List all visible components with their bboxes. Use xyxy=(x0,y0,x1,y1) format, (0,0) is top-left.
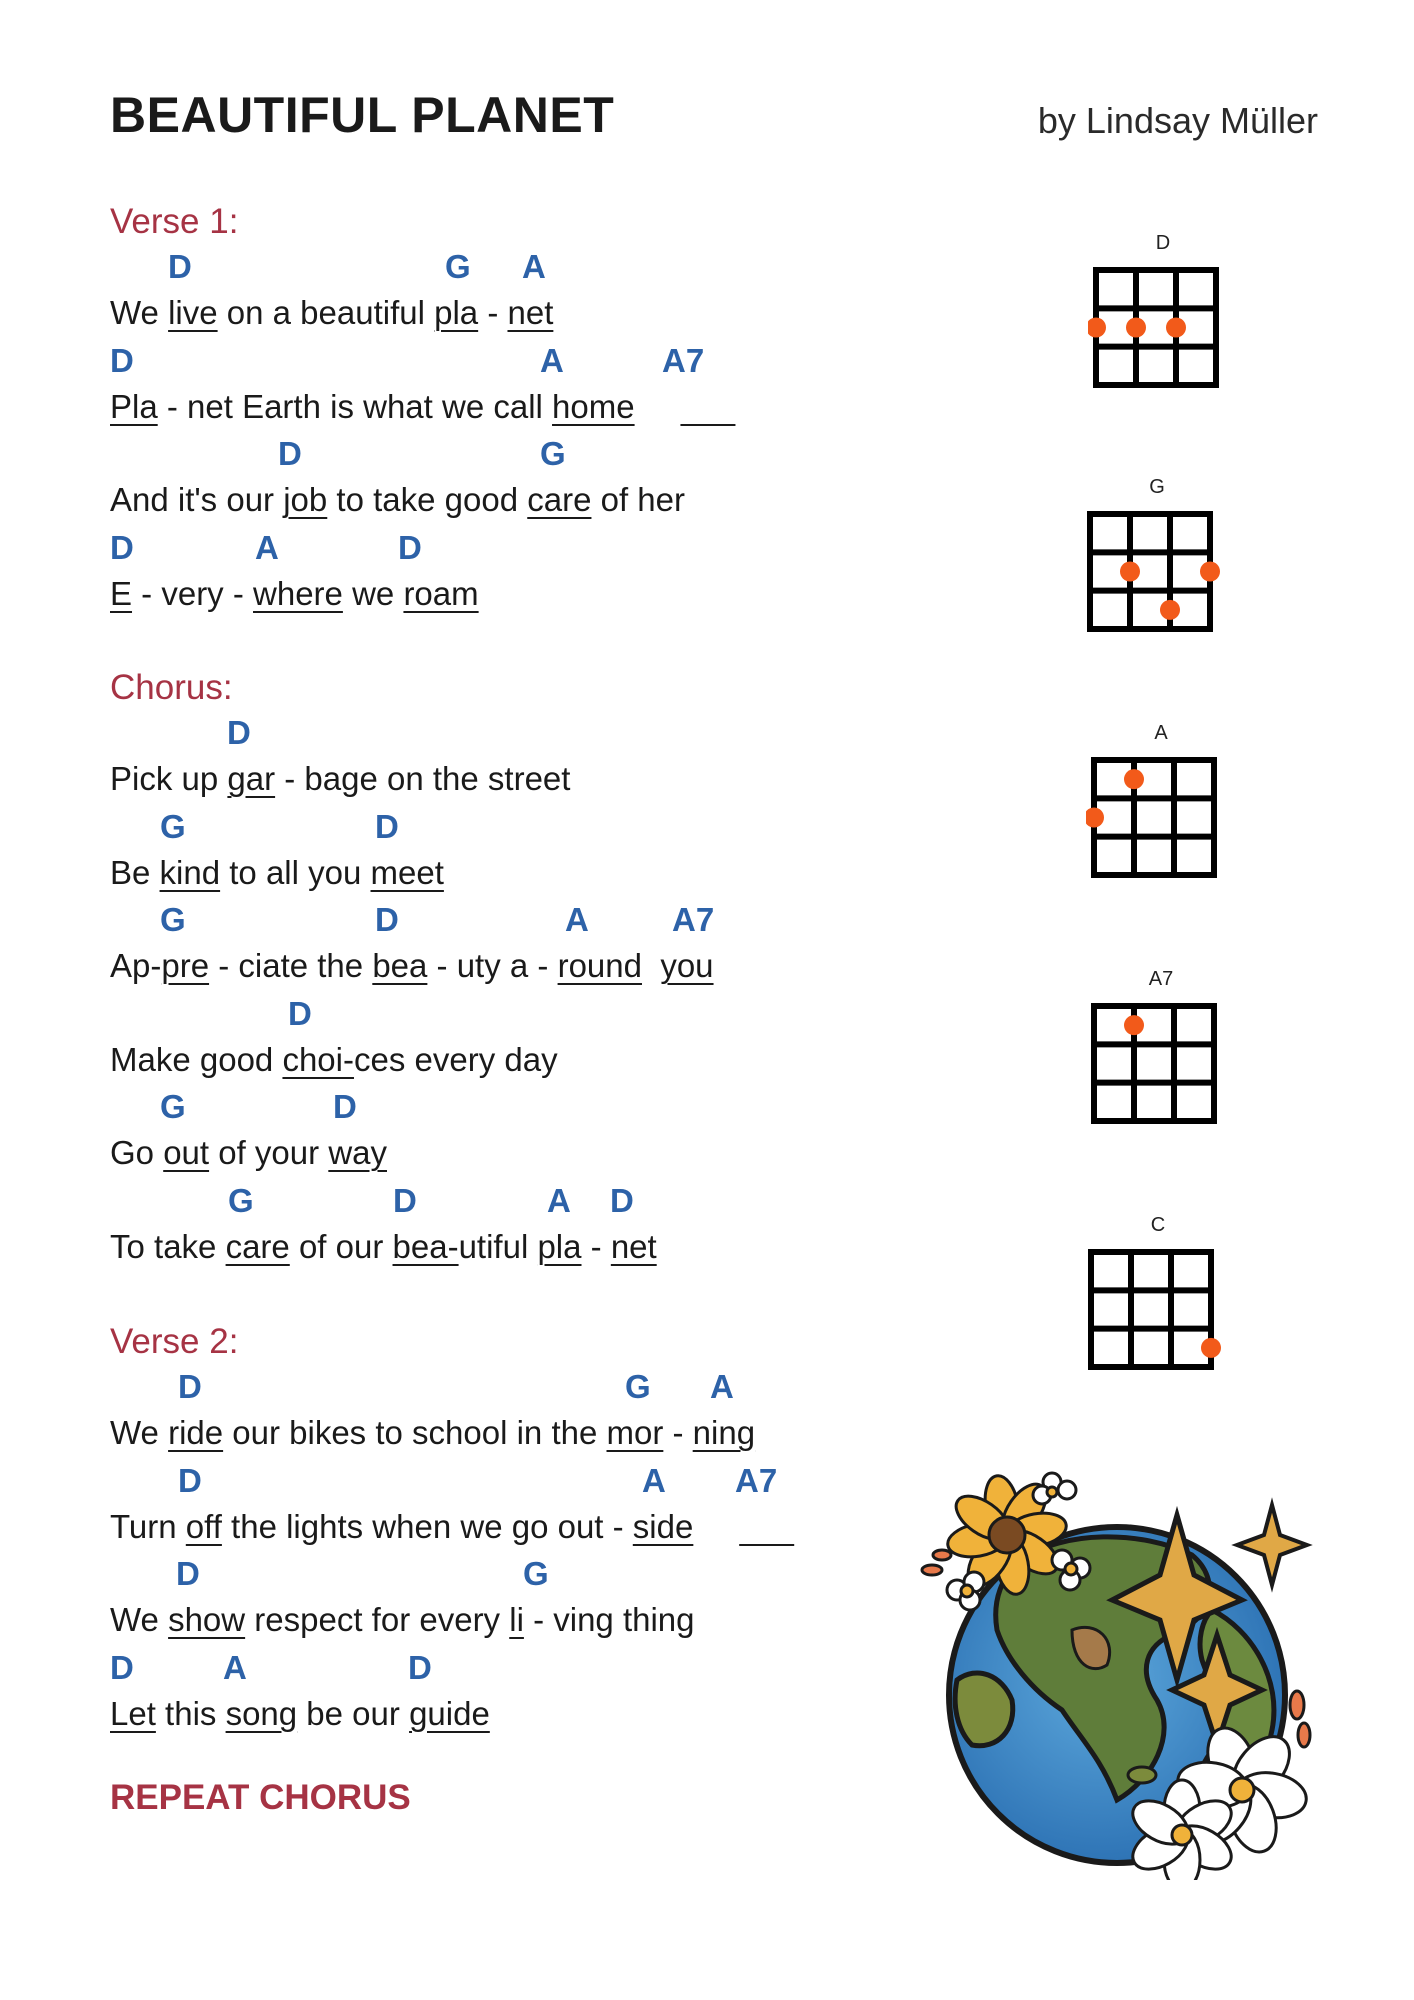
lyric-line xyxy=(110,1695,490,1733)
chord-label: A xyxy=(710,1368,734,1405)
lyric-text: of our xyxy=(289,1227,393,1265)
chord-label: D xyxy=(333,1088,357,1125)
stressed-syllable: you xyxy=(660,947,714,984)
fretboard xyxy=(1086,750,1236,885)
stressed-syllable: where xyxy=(253,574,343,612)
lyric-text: - net Earth is what we call xyxy=(157,387,553,425)
lyric-text: utiful xyxy=(458,1227,538,1265)
stressed-syllable: bea xyxy=(372,947,428,984)
chord-label: D xyxy=(398,528,422,566)
stressed-syllable: mor xyxy=(606,1414,664,1451)
lyric-text: To take xyxy=(110,1227,226,1265)
chord-label: D xyxy=(227,714,251,751)
finger-dot xyxy=(1124,769,1144,789)
chord-diagram xyxy=(1086,968,1236,1128)
lyric-line xyxy=(110,760,570,798)
lyric-text xyxy=(642,947,660,984)
finger-dot xyxy=(1200,562,1220,582)
stressed-syllable: side xyxy=(632,1507,694,1545)
lyric-text: Turn xyxy=(110,1507,186,1545)
finger-dot xyxy=(1160,600,1180,620)
chord-label: A7 xyxy=(672,901,715,938)
lyric-text: our bikes to school in the xyxy=(223,1414,607,1451)
lyric-line xyxy=(110,1041,558,1079)
stressed-syllable: pla xyxy=(434,294,479,331)
stressed-syllable: home xyxy=(552,387,635,425)
stressed-syllable: meet xyxy=(370,853,444,891)
stressed-syllable: net xyxy=(610,1227,657,1265)
song-author: by Lindsay Müller xyxy=(1037,100,1318,141)
stressed-syllable: guide xyxy=(409,1694,490,1732)
chord-label: A xyxy=(642,1461,666,1499)
chord-label: G xyxy=(445,248,471,285)
lyric-text xyxy=(635,388,681,425)
lyric-line xyxy=(110,294,553,332)
stressed-syllable: song xyxy=(225,1694,298,1732)
chord-label: D xyxy=(278,435,302,472)
chord-label: A7 xyxy=(735,1461,778,1499)
stressed-syllable: bea- xyxy=(392,1227,459,1265)
chord-label: A xyxy=(223,1648,247,1686)
chord-label: G xyxy=(160,807,186,845)
lyric-text: Go xyxy=(110,1134,164,1171)
blank-line xyxy=(739,1508,794,1545)
lyric-text: this xyxy=(155,1694,226,1732)
finger-dot xyxy=(1126,318,1146,338)
chord-label: G xyxy=(523,1555,549,1592)
stressed-syllable: choi- xyxy=(282,1040,354,1078)
chord-label: A xyxy=(255,528,279,566)
lyric-text: be our xyxy=(297,1694,410,1732)
chord-label: G xyxy=(625,1368,651,1405)
stressed-syllable: show xyxy=(168,1601,246,1638)
chord-diagram-name: D xyxy=(1155,232,1171,254)
fretboard xyxy=(1083,1242,1233,1377)
chord-label: G xyxy=(540,435,566,472)
lyric-text: - ving thing xyxy=(523,1601,695,1638)
lyric-text: We xyxy=(110,1414,169,1451)
stressed-syllable: roam xyxy=(403,574,479,612)
chord-label: D xyxy=(375,901,399,938)
lyric-text: to all you xyxy=(220,853,371,891)
chord-label: D xyxy=(375,807,399,845)
stressed-syllable: E xyxy=(110,574,133,612)
chord-diagram xyxy=(1082,476,1232,636)
finger-dot xyxy=(1124,1015,1144,1035)
stressed-syllable: Let xyxy=(110,1694,156,1732)
lyric-text: of her xyxy=(591,481,686,518)
fretboard xyxy=(1088,260,1238,395)
finger-dot xyxy=(1201,1338,1221,1358)
lyric-line xyxy=(110,1134,387,1172)
finger-dot xyxy=(1120,562,1140,582)
chord-label: D xyxy=(178,1461,202,1499)
stressed-syllable: round xyxy=(557,947,642,984)
lyric-text: to take good xyxy=(327,481,528,518)
lyric-line xyxy=(110,947,714,985)
finger-dot xyxy=(1086,808,1104,828)
lyric-line xyxy=(110,1601,695,1639)
lyric-text: on a beautiful xyxy=(217,294,435,331)
chord-label: D xyxy=(393,1181,417,1219)
lyric-text: - xyxy=(663,1414,693,1451)
blank-line xyxy=(680,388,735,425)
chord-diagram-name: A7 xyxy=(1148,968,1174,990)
chord-label: D xyxy=(110,341,134,379)
stressed-syllable: ride xyxy=(168,1414,224,1451)
earth-illustration xyxy=(912,1460,1322,1880)
chord-label: D xyxy=(178,1368,202,1405)
lyric-line xyxy=(110,481,685,519)
finger-dot xyxy=(1166,318,1186,338)
chord-label: A7 xyxy=(662,341,705,379)
stressed-syllable: kind xyxy=(159,853,221,891)
stressed-syllable: out xyxy=(163,1134,210,1171)
stressed-syllable: ning xyxy=(692,1414,756,1451)
chord-label: D xyxy=(110,1648,134,1686)
chord-label: G xyxy=(228,1181,254,1219)
repeat-chorus: REPEAT CHORUS xyxy=(110,1778,411,1817)
section-heading: Verse 1: xyxy=(110,202,239,241)
stressed-syllable: off xyxy=(185,1507,222,1545)
chord-label: G xyxy=(160,901,186,938)
stressed-syllable: net xyxy=(507,294,554,331)
chord-label: D xyxy=(110,528,134,566)
lyric-line xyxy=(110,854,444,892)
lyric-text: And it's our xyxy=(110,481,284,518)
lyric-text: We xyxy=(110,1601,169,1638)
chord-label: D xyxy=(288,994,312,1032)
lyric-text: - xyxy=(478,294,508,331)
stressed-syllable: way xyxy=(328,1134,387,1171)
lyric-text: - very - xyxy=(132,574,254,612)
fretboard xyxy=(1086,996,1236,1131)
lyric-text xyxy=(693,1508,739,1545)
song-title: BEAUTIFUL PLANET xyxy=(110,87,615,143)
chord-diagram xyxy=(1083,1214,1233,1374)
lyric-text: - ciate the xyxy=(209,947,373,984)
chord-diagram-name: G xyxy=(1149,476,1165,498)
chord-diagram-name: A xyxy=(1154,722,1168,744)
chord-label: D xyxy=(176,1555,200,1592)
stressed-syllable: job xyxy=(283,481,328,518)
stressed-syllable: care xyxy=(225,1227,290,1265)
chord-diagram xyxy=(1088,232,1238,392)
stressed-syllable: Pla xyxy=(110,387,158,425)
chord-label: G xyxy=(160,1088,186,1125)
lyric-line xyxy=(110,1228,657,1266)
lyric-text: - bage on the street xyxy=(275,760,571,797)
lyric-line xyxy=(110,1414,755,1452)
chord-label: D xyxy=(408,1648,432,1686)
chord-label: D xyxy=(610,1181,634,1219)
lyric-text: - xyxy=(581,1227,611,1265)
stressed-syllable: li xyxy=(509,1601,524,1638)
lyric-text: of your xyxy=(209,1134,329,1171)
stressed-syllable: pla xyxy=(537,1227,582,1265)
chord-label: A xyxy=(565,901,589,938)
stressed-syllable: care xyxy=(527,481,592,518)
lyric-text: we xyxy=(342,574,404,612)
chord-label: A xyxy=(522,248,546,285)
chord-label: A xyxy=(547,1181,571,1219)
lyric-text: Ap- xyxy=(110,947,162,984)
lyric-text: the lights when we go out - xyxy=(221,1507,633,1545)
stressed-syllable: gar xyxy=(227,760,276,797)
lyric-text: Make good xyxy=(110,1040,283,1078)
lyric-text: respect for every xyxy=(245,1601,510,1638)
section-heading: Chorus: xyxy=(110,668,233,707)
finger-dot xyxy=(1088,318,1106,338)
lyric-text: ces every day xyxy=(353,1040,558,1078)
fretboard xyxy=(1082,504,1232,639)
lyric-text: Be xyxy=(110,853,160,891)
lyric-line xyxy=(110,575,479,613)
lyric-line xyxy=(110,1508,794,1546)
lyric-text: We xyxy=(110,294,169,331)
stressed-syllable: live xyxy=(168,294,218,331)
lyric-text: - uty a - xyxy=(427,947,558,984)
chord-diagram-name: C xyxy=(1150,1214,1166,1236)
section-heading: Verse 2: xyxy=(110,1322,239,1361)
stressed-syllable: pre xyxy=(161,947,210,984)
chord-diagram xyxy=(1086,722,1236,882)
chord-label: D xyxy=(168,248,192,285)
lyric-text: Pick up xyxy=(110,760,228,797)
lyric-line xyxy=(110,388,735,426)
chord-label: A xyxy=(540,341,564,379)
